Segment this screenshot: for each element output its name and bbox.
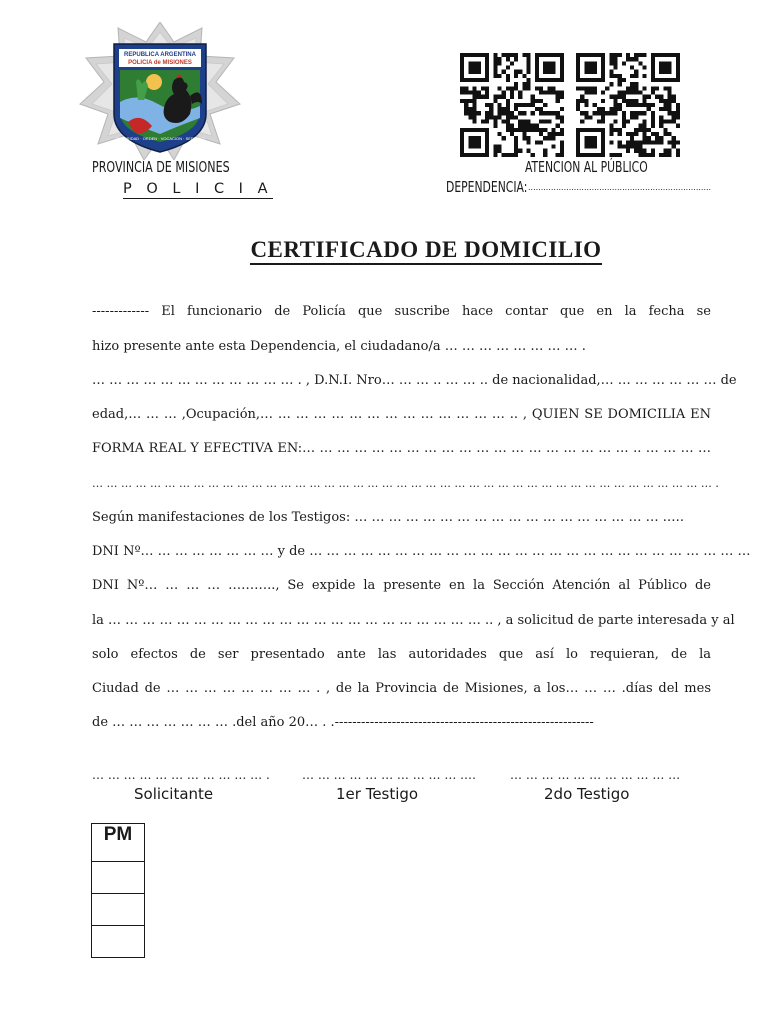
logo-name-text: POLICIA de MISIONES (128, 60, 192, 66)
pm-box-cell-2[interactable] (92, 894, 145, 926)
signature-label-testigo-1: 1er Testigo (336, 785, 419, 803)
signature-line-testigo-2: … … … … … … … … … … … (510, 768, 681, 782)
body-line-10: la … … … … … … … … … … … … … … … … … … … … … … .. , a solicitud de parte interesada y al (92, 613, 735, 628)
policia-label: P O L I C I A (123, 181, 273, 197)
body-line-8: DNI Nº… … … … … … … … y de … … … … … … … … … … … … … … … … … … … … … … … … … … (92, 544, 751, 559)
pm-box-cell-1[interactable] (92, 862, 145, 894)
body-line-12: Ciudad de … … … … … … … … . , de la Provincia de Misiones, a los… … … .días del mes (92, 681, 711, 696)
body-line-2: hizo presente ante esta Dependencia, el ciudadano/a … … … … … … … … . (92, 339, 586, 354)
police-star-logo (78, 22, 242, 160)
qr-code-1 (460, 53, 564, 157)
body-line-3: … … … … … … … … … … … … . , D.N.I. Nro… … … .. … … .. de nacionalidad,… … … … … … … de (92, 373, 737, 388)
policia-label-wrap (123, 178, 273, 199)
pm-box-cell-3[interactable] (92, 926, 145, 958)
document-title-text: CERTIFICADO DE DOMICILIO (250, 237, 601, 265)
signature-label-solicitante: Solicitante (134, 785, 214, 803)
qr-code-2 (576, 53, 680, 157)
document-title (0, 237, 768, 263)
body-line-6: … … … … … … … … … … … … … … … … … … … … … … … … … … … … … … … … … … … … … … … … … … … . (92, 477, 719, 490)
dependencia-label: DEPENDENCIA: (446, 178, 528, 196)
body-line-9: DNI Nº… … … … ……….., Se expide la presente en la Sección Atención al Público de (92, 578, 711, 593)
pm-box-header: PM (92, 824, 145, 862)
signature-line-testigo-1: … … … … … … … … … … .… (302, 768, 476, 782)
logo-country-text: REPUBLICA ARGENTINA (124, 52, 196, 58)
body-line-11: solo efectos de ser presentado ante las autoridades que así lo requieran, de la (92, 647, 711, 662)
body-line-1: ------------- El funcionario de Policía que suscribe hace contar que en la fecha se (92, 304, 711, 319)
body-line-13: de … … … … … … … .del año 20… . .----------------------------------------------------------- (92, 715, 594, 730)
attention-label: ATENCION AL PÚBLICO (525, 158, 648, 176)
dependencia-line (446, 178, 711, 196)
signature-line-solicitante: … … … … … … … … … … … . (92, 768, 270, 782)
dependencia-dots: ........................................................................ (528, 183, 712, 192)
logo-motto-text: SEGURIDAD · ORDEN · VOCACION · SERVICIO (115, 136, 205, 141)
body-line-4: edad,… … … ,Ocupación,… … … … … … … … … … … … … … .. , QUIEN SE DOMICILIA EN (92, 407, 711, 422)
body-line-5: FORMA REAL Y EFECTIVA EN:… … … … … … … … … … … … … … … … … … … .. … … … … (92, 441, 711, 456)
signature-label-testigo-2: 2do Testigo (544, 785, 630, 803)
province-label: PROVINCIA DE MISIONES (92, 158, 230, 176)
body-line-7: Según manifestaciones de los Testigos: … … … … … … … … … … … … … … … … … … .…. (92, 510, 685, 525)
pm-box (91, 823, 145, 958)
